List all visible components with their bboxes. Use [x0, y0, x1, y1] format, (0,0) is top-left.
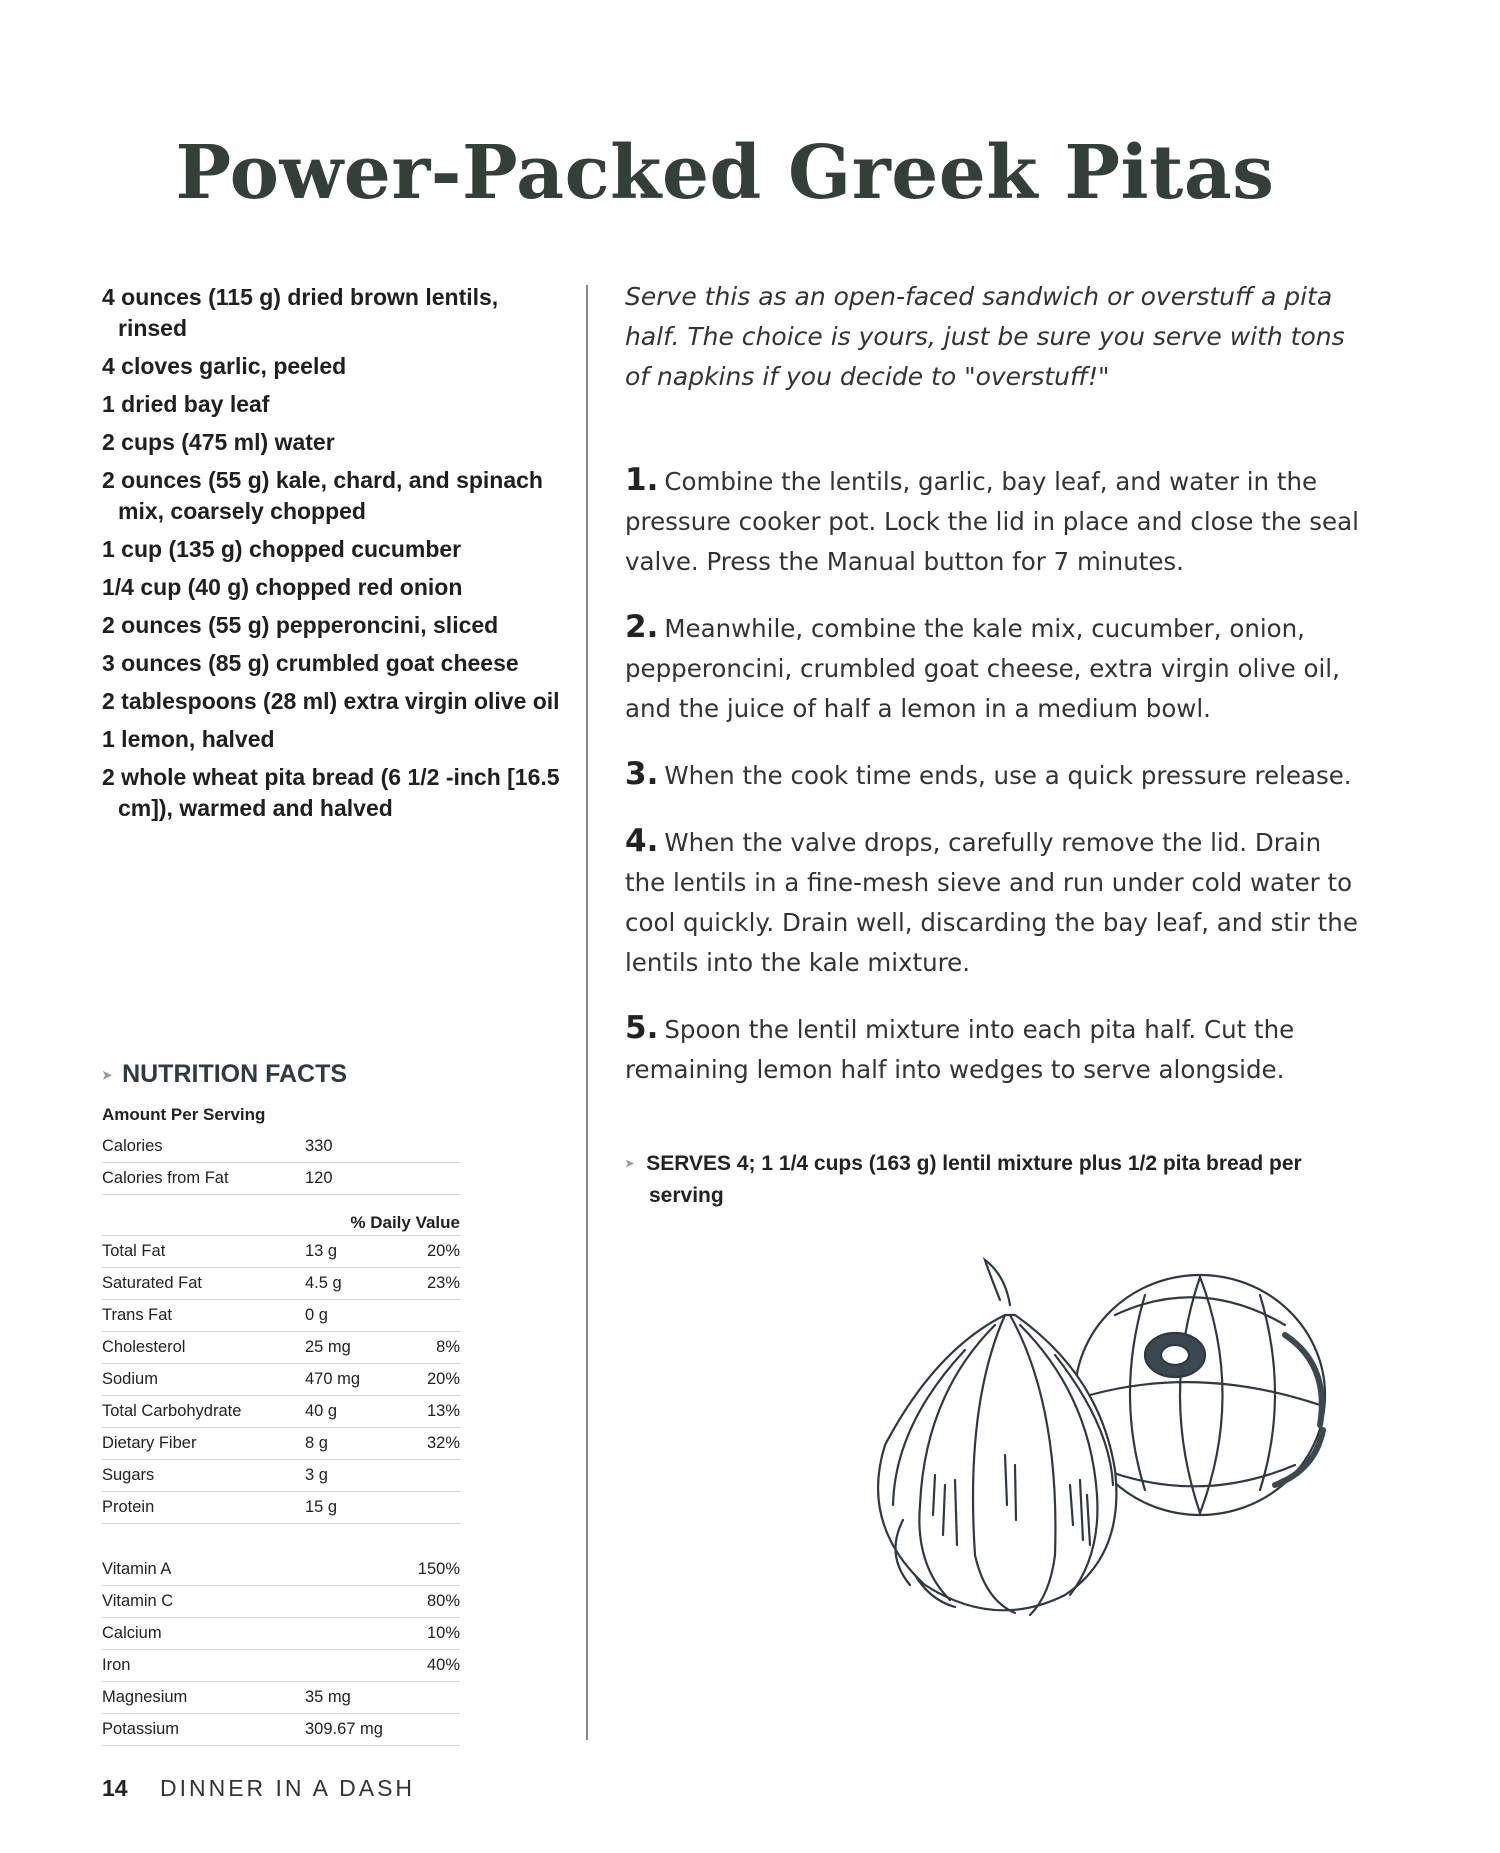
ingredient-item: 1 lemon, halved — [102, 726, 275, 752]
nutrient-daily-value: 32% — [426, 1434, 460, 1452]
amount-per-serving: Amount Per Serving — [102, 1105, 266, 1124]
serves-note — [625, 1148, 1369, 1212]
nutrition-row — [102, 1396, 460, 1428]
nutrition-row — [102, 1268, 460, 1300]
nutrient-name: Calories — [102, 1137, 163, 1155]
arrow-icon: ➤ — [625, 1158, 635, 1171]
ingredient-item: 2 cups (475 ml) water — [102, 429, 335, 455]
nutrient-name: Sodium — [102, 1370, 158, 1388]
page-title: Power-Packed Greek Pitas — [175, 130, 1275, 216]
step-number: 5. — [625, 1010, 659, 1046]
nutrient-amount: 40 g — [305, 1402, 338, 1420]
ingredient-item: 1 dried bay leaf — [102, 391, 270, 417]
nutrient-name: Protein — [102, 1498, 155, 1516]
ingredient-item: 2 ounces (55 g) kale, chard, and spinach mix, coarsely chopped — [102, 467, 543, 524]
ingredient-item: 2 whole wheat pita bread (6 1/2 -inch [16.5 cm]), warmed and halved — [102, 764, 560, 821]
nutrient-name: Sugars — [102, 1466, 155, 1484]
nutrition-row — [102, 1554, 460, 1586]
nutrition-row — [102, 1300, 460, 1332]
step-text: When the cook time ends, use a quick pressure release. — [664, 761, 1352, 790]
ingredient-item: 4 ounces (115 g) dried brown lentils, rinsed — [102, 284, 499, 341]
nutrient-daily-value: 40% — [426, 1656, 460, 1674]
nutrient-daily-value: 8% — [436, 1338, 460, 1356]
recipe-step — [625, 607, 1360, 729]
nutrition-row — [102, 1163, 460, 1195]
step-number: 4. — [625, 823, 659, 859]
arrow-icon: ➤ — [102, 1067, 113, 1082]
nutrient-name: Calcium — [102, 1624, 162, 1642]
nutrient-amount: 330 — [305, 1137, 333, 1155]
nutrient-name: Calories from Fat — [102, 1169, 229, 1187]
step-text: Meanwhile, combine the kale mix, cucumber, onion, pepperoncini, crumbled goat cheese, extra virgin olive oil, and the juice of half a lemon in a medium bowl. — [625, 614, 1340, 723]
page-footer — [102, 1775, 415, 1802]
nutrition-row — [102, 1618, 460, 1650]
nutrient-amount: 8 g — [305, 1434, 328, 1452]
nutrient-name: Trans Fat — [102, 1306, 172, 1324]
recipe-step — [625, 821, 1360, 983]
serves-text: SERVES 4; 1 1/4 cups (163 g) lentil mixture plus 1/2 pita bread per serving — [646, 1152, 1302, 1208]
ingredient-item: 2 ounces (55 g) pepperoncini, sliced — [102, 612, 499, 638]
nutrient-amount: 0 g — [305, 1306, 328, 1324]
step-text: Spoon the lentil mixture into each pita half. Cut the remaining lemon half into wedges to serve alongside. — [625, 1015, 1295, 1084]
nutrition-facts — [102, 1060, 460, 1746]
nutrition-top-rows — [102, 1131, 460, 1195]
daily-value-header: % Daily Value — [102, 1205, 460, 1236]
nutrient-daily-value: 80% — [426, 1592, 460, 1610]
step-number: 2. — [625, 609, 659, 645]
nutrient-amount: 13 g — [305, 1242, 338, 1260]
step-number: 1. — [625, 462, 659, 498]
ingredient-item: 1/4 cup (40 g) chopped red onion — [102, 574, 463, 600]
nutrient-name: Saturated Fat — [102, 1274, 202, 1292]
ingredient-item: 1 cup (135 g) chopped cucumber — [102, 536, 462, 562]
nutrition-row — [102, 1236, 460, 1268]
nutrition-main-rows — [102, 1236, 460, 1524]
nutrient-daily-value: 13% — [426, 1402, 460, 1420]
nutrition-row — [102, 1332, 460, 1364]
nutrition-row — [102, 1428, 460, 1460]
nutrition-vitamin-rows — [102, 1554, 460, 1746]
nutrition-row — [102, 1364, 460, 1396]
column-divider — [586, 285, 588, 1740]
nutrient-amount: 3 g — [305, 1466, 328, 1484]
page-number: 14 — [102, 1775, 128, 1801]
nutrition-row — [102, 1682, 460, 1714]
nutrient-amount: 470 mg — [305, 1370, 361, 1388]
nutrient-daily-value: 10% — [426, 1624, 460, 1642]
nutrition-title — [102, 1060, 460, 1089]
recipe-step — [625, 1008, 1360, 1090]
step-text: When the valve drops, carefully remove the lid. Drain the lentils in a fine-mesh sieve and run under cold water to cool quickly. Drain well, discarding the bay leaf, and stir the lentils into the kale mixture. — [625, 828, 1358, 977]
nutrient-daily-value: 150% — [417, 1560, 460, 1578]
ingredient-item: 4 cloves garlic, peeled — [102, 353, 347, 379]
nutrient-name: Iron — [102, 1656, 131, 1674]
nutrition-row — [102, 1492, 460, 1524]
step-number: 3. — [625, 756, 659, 792]
nutrition-row — [102, 1650, 460, 1682]
ingredient-item: 2 tablespoons (28 ml) extra virgin olive oil — [102, 688, 560, 714]
ingredient-list — [102, 282, 572, 831]
nutrient-name: Magnesium — [102, 1688, 188, 1706]
nutrient-name: Dietary Fiber — [102, 1434, 197, 1452]
nutrition-row — [102, 1714, 460, 1746]
nutrient-amount: 309.67 mg — [305, 1720, 383, 1738]
garlic-illustration — [815, 1255, 1355, 1635]
recipe-step — [625, 460, 1360, 582]
nutrient-name: Vitamin C — [102, 1592, 174, 1610]
step-text: Combine the lentils, garlic, bay leaf, and water in the pressure cooker pot. Lock the lid in place and close the seal valve. Press the Manual button for 7 minutes. — [625, 467, 1359, 576]
recipe-steps — [625, 460, 1360, 1115]
nutrient-daily-value: 20% — [426, 1242, 460, 1260]
nutrient-amount: 15 g — [305, 1498, 338, 1516]
nutrient-daily-value: 20% — [426, 1370, 460, 1388]
ingredient-item: 3 ounces (85 g) crumbled goat cheese — [102, 650, 519, 676]
nutrition-row — [102, 1460, 460, 1492]
recipe-step — [625, 754, 1360, 796]
nutrient-name: Potassium — [102, 1720, 180, 1738]
recipe-intro: Serve this as an open-faced sandwich or overstuff a pita half. The choice is yours, just be sure you serve with tons of napkins if you decide to "overstuff!" — [625, 282, 1345, 391]
nutrient-name: Total Fat — [102, 1242, 166, 1260]
nutrient-amount: 25 mg — [305, 1338, 351, 1356]
section-title: DINNER IN A DASH — [159, 1775, 416, 1801]
nutrient-name: Vitamin A — [102, 1560, 172, 1578]
nutrient-daily-value: 23% — [426, 1274, 460, 1292]
nutrient-name: Cholesterol — [102, 1338, 186, 1356]
nutrition-row — [102, 1131, 460, 1163]
nutrition-row — [102, 1586, 460, 1618]
nutrient-amount: 35 mg — [305, 1688, 351, 1706]
nutrient-amount: 120 — [305, 1169, 333, 1187]
nutrient-amount: 4.5 g — [305, 1274, 342, 1292]
nutrient-name: Total Carbohydrate — [102, 1402, 242, 1420]
nutrition-title-label: NUTRITION FACTS — [122, 1060, 348, 1088]
